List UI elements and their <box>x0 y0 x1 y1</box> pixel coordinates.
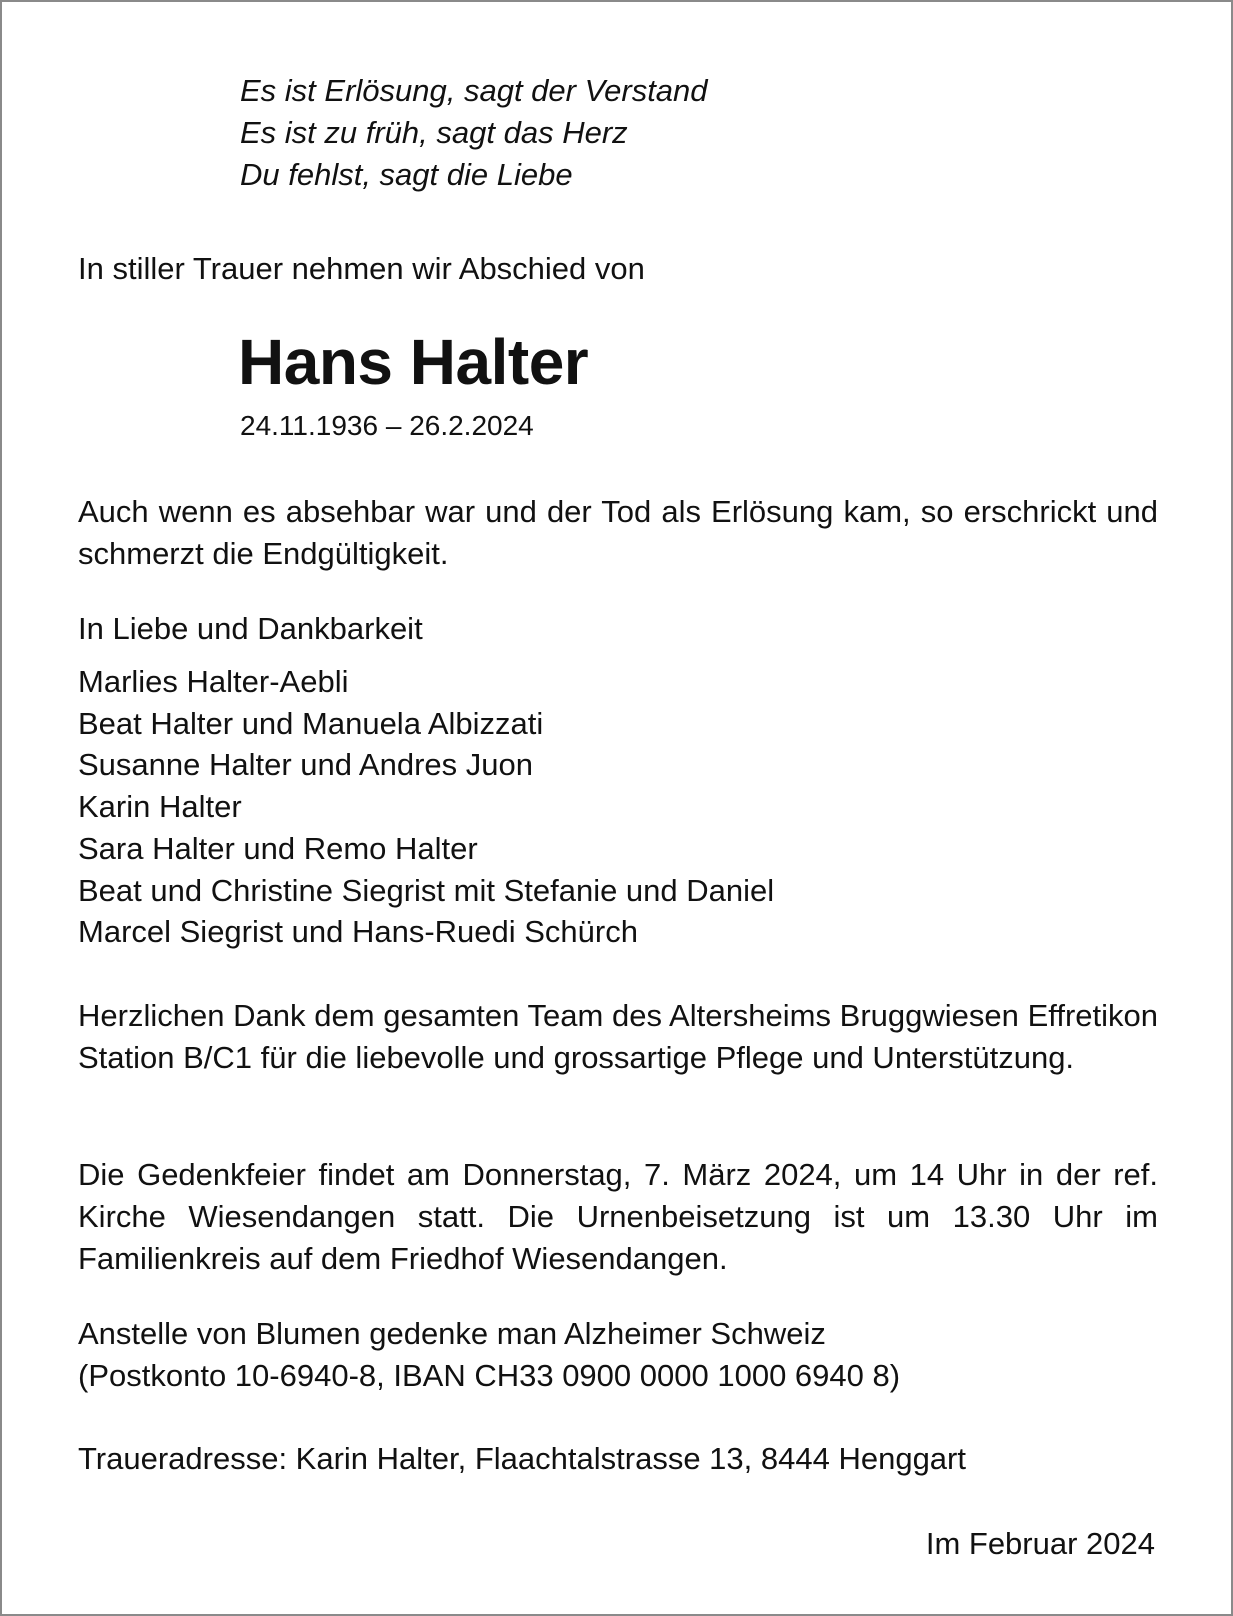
family-member: Beat und Christine Siegrist mit Stefanie und Daniel <box>78 872 775 908</box>
dedication-line: In Liebe und Dankbarkeit <box>78 611 423 646</box>
donation-paragraph <box>78 1313 1158 1397</box>
family-member: Sara Halter und Remo Halter <box>78 830 478 866</box>
ceremony-paragraph: Die Gedenkfeier findet am Donnerstag, 7. März 2024, um 14 Uhr in der ref. Kirche Wiesendangen statt. Die Urnenbeisetzung ist um 13.30 Uhr im Familienkreis auf dem Friedhof Wiesendangen. <box>78 1157 1158 1276</box>
deceased-name: Hans Halter <box>238 326 589 398</box>
family-member: Marlies Halter-Aebli <box>78 664 349 699</box>
poem-line: Du fehlst, sagt die Liebe <box>240 157 573 192</box>
family-list <box>78 661 774 953</box>
poem <box>240 70 708 196</box>
poem-line: Es ist zu früh, sagt das Herz <box>240 115 628 150</box>
finality-paragraph: Auch wenn es absehbar war und der Tod als Erlösung kam, so erschrickt und schmerzt die Endgültigkeit. <box>78 494 1158 571</box>
donation-account-line: (Postkonto 10-6940-8, IBAN CH33 0900 0000 1000 6940 8) <box>78 1358 901 1393</box>
family-member: Susanne Halter und Andres Juon <box>78 747 533 783</box>
intro-text: In stiller Trauer nehmen wir Abschied von <box>78 251 645 286</box>
family-member: Karin Halter <box>78 789 242 825</box>
family-member: Beat Halter und Manuela Albizzati <box>78 705 544 741</box>
life-dates: 24.11.1936 – 26.2.2024 <box>240 410 534 441</box>
mourning-address: Traueradresse: Karin Halter, Flaachtalstrasse 13, 8444 Henggart <box>78 1441 966 1476</box>
thanks-paragraph: Herzlichen Dank dem gesamten Team des Altersheims Bruggwiesen Effretikon Station B/C1 für die liebevolle und grossartige Pflege und Unterstützung. <box>78 998 1158 1075</box>
closing-date: Im Februar 2024 <box>925 1526 1155 1561</box>
poem-line: Es ist Erlösung, sagt der Verstand <box>240 73 708 108</box>
family-member: Marcel Siegrist und Hans-Ruedi Schürch <box>78 914 638 950</box>
donation-line: Anstelle von Blumen gedenke man Alzheimer Schweiz <box>78 1316 826 1351</box>
